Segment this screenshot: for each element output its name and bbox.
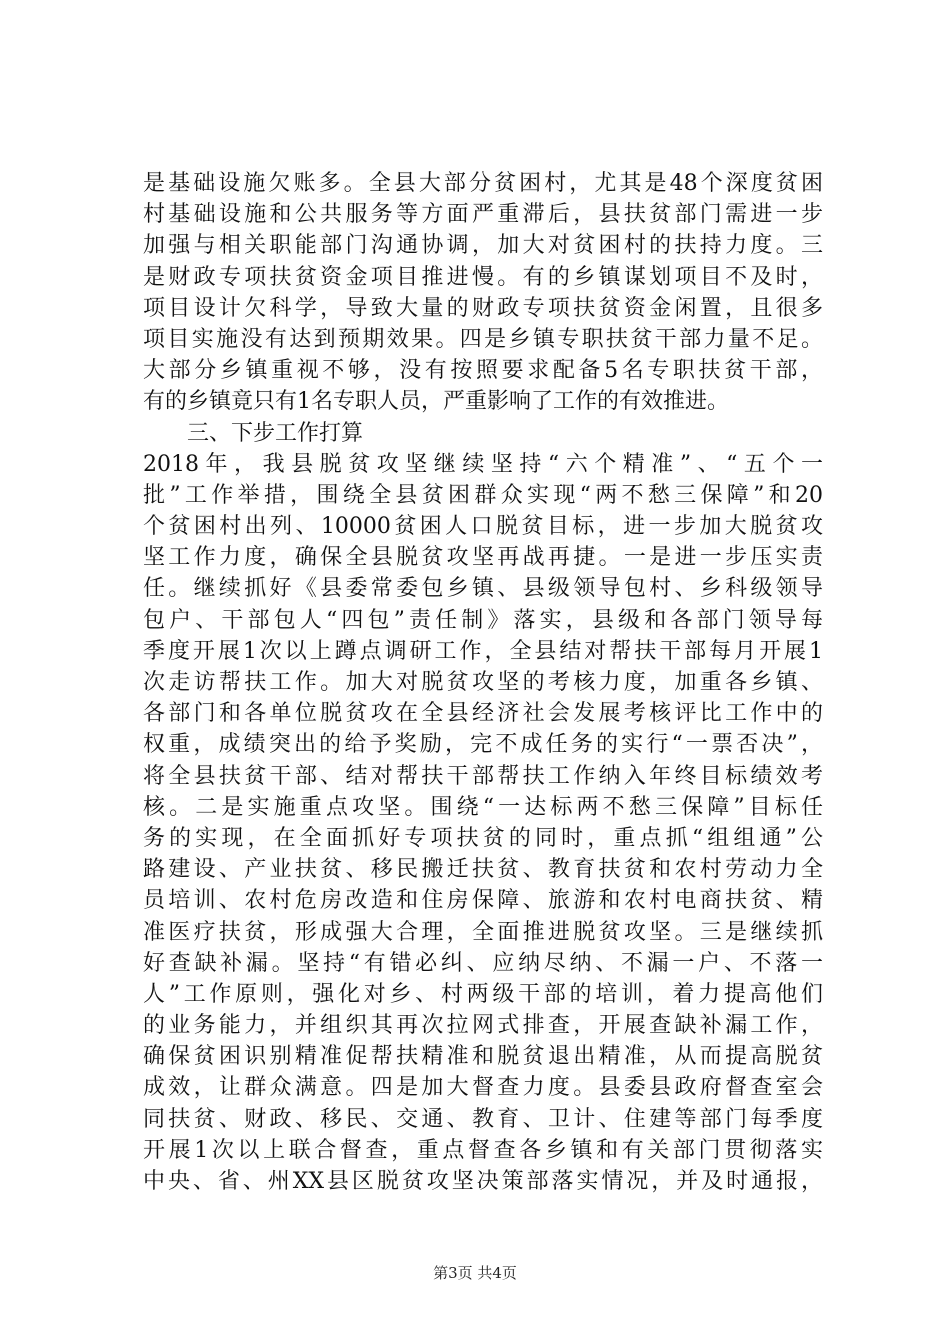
text-line: 项目实施没有达到预期效果。四是乡镇专职扶贫干部力量不足。	[143, 326, 823, 352]
text-line: 是基础设施欠账多。全县大部分贫困村，尤其是48个深度贫困	[143, 171, 823, 196]
text-line: 包户、干部包人“四包”责任制》落实，县级和各部门领导每	[143, 607, 823, 633]
text-line: 成效，让群众满意。四是加大督查力度。县委县政府督查室会	[143, 1075, 823, 1101]
text-line: 坚工作力度，确保全县脱贫攻坚再战再捷。一是进一步压实责	[143, 545, 823, 571]
text-line: 各部门和各单位脱贫攻在全县经济社会发展考核评比工作中的	[143, 701, 823, 727]
text-line: 个贫困村出列、10000贫困人口脱贫目标，进一步加大脱贫攻	[143, 514, 823, 540]
text-line: 准医疗扶贫，形成强大合理，全面推进脱贫攻坚。三是继续抓	[143, 919, 823, 945]
text-line: 好查缺补漏。坚持“有错必纠、应纳尽纳、不漏一户、不落一	[143, 950, 823, 976]
text-line: 核。二是实施重点攻坚。围绕“一达标两不愁三保障”目标任	[143, 794, 823, 820]
text-line: 员培训、农村危房改造和住房保障、旅游和农村电商扶贫、精	[143, 888, 823, 914]
section-heading: 三、下步工作打算	[187, 420, 364, 446]
text-line: 有的乡镇竟只有1名专职人员，严重影响了工作的有效推进。	[143, 389, 729, 415]
text-line: 将全县扶贫干部、结对帮扶干部帮扶工作纳入年终目标绩效考	[143, 763, 823, 789]
text-line: 务的实现，在全面抓好专项扶贫的同时，重点抓“组组通”公	[143, 825, 823, 851]
text-line: 是财政专项扶贫资金项目推进慢。有的乡镇谋划项目不及时，	[143, 264, 823, 290]
text-line: 2018年，我县脱贫攻坚继续坚持“六个精准”、“五个一	[143, 451, 823, 477]
text-line: 加强与相关职能部门沟通协调，加大对贫困村的扶持力度。三	[143, 233, 823, 259]
text-line: 人”工作原则，强化对乡、村两级干部的培训，着力提高他们	[143, 981, 823, 1007]
text-line: 权重，成绩突出的给予奖励，完不成任务的实行“一票否决”，	[143, 732, 823, 758]
text-line: 路建设、产业扶贫、移民搬迁扶贫、教育扶贫和农村劳动力全	[143, 857, 823, 883]
text-line: 开展1次以上联合督查，重点督查各乡镇和有关部门贯彻落实	[143, 1137, 823, 1163]
text-line: 确保贫困识别精准促帮扶精准和脱贫退出精准，从而提高脱贫	[143, 1044, 823, 1070]
text-line: 中央、省、州XX县区脱贫攻坚决策部落实情况，并及时通报，	[143, 1169, 823, 1194]
text-line: 项目设计欠科学，导致大量的财政专项扶贫资金闲置，且很多	[143, 295, 823, 321]
page-number-footer: 第3页 共4页	[433, 1264, 517, 1282]
text-line: 任。继续抓好《县委常委包乡镇、县级领导包村、乡科级领导	[143, 576, 823, 602]
text-line: 大部分乡镇重视不够，没有按照要求配备5名专职扶贫干部，	[143, 358, 823, 384]
text-line: 次走访帮扶工作。加大对脱贫攻坚的考核力度，加重各乡镇、	[143, 670, 823, 695]
text-line: 的业务能力，并组织其再次拉网式排查，开展查缺补漏工作，	[143, 1013, 823, 1039]
text-line: 同扶贫、财政、移民、交通、教育、卫计、住建等部门每季度	[143, 1106, 823, 1132]
text-line: 季度开展1次以上蹲点调研工作，全县结对帮扶干部每月开展1	[143, 638, 823, 664]
text-line: 批”工作举措，围绕全县贫困群众实现“两不愁三保障”和20	[143, 482, 823, 508]
text-line: 村基础设施和公共服务等方面严重滞后，县扶贫部门需进一步	[143, 202, 823, 228]
body-text	[143, 168, 823, 1197]
